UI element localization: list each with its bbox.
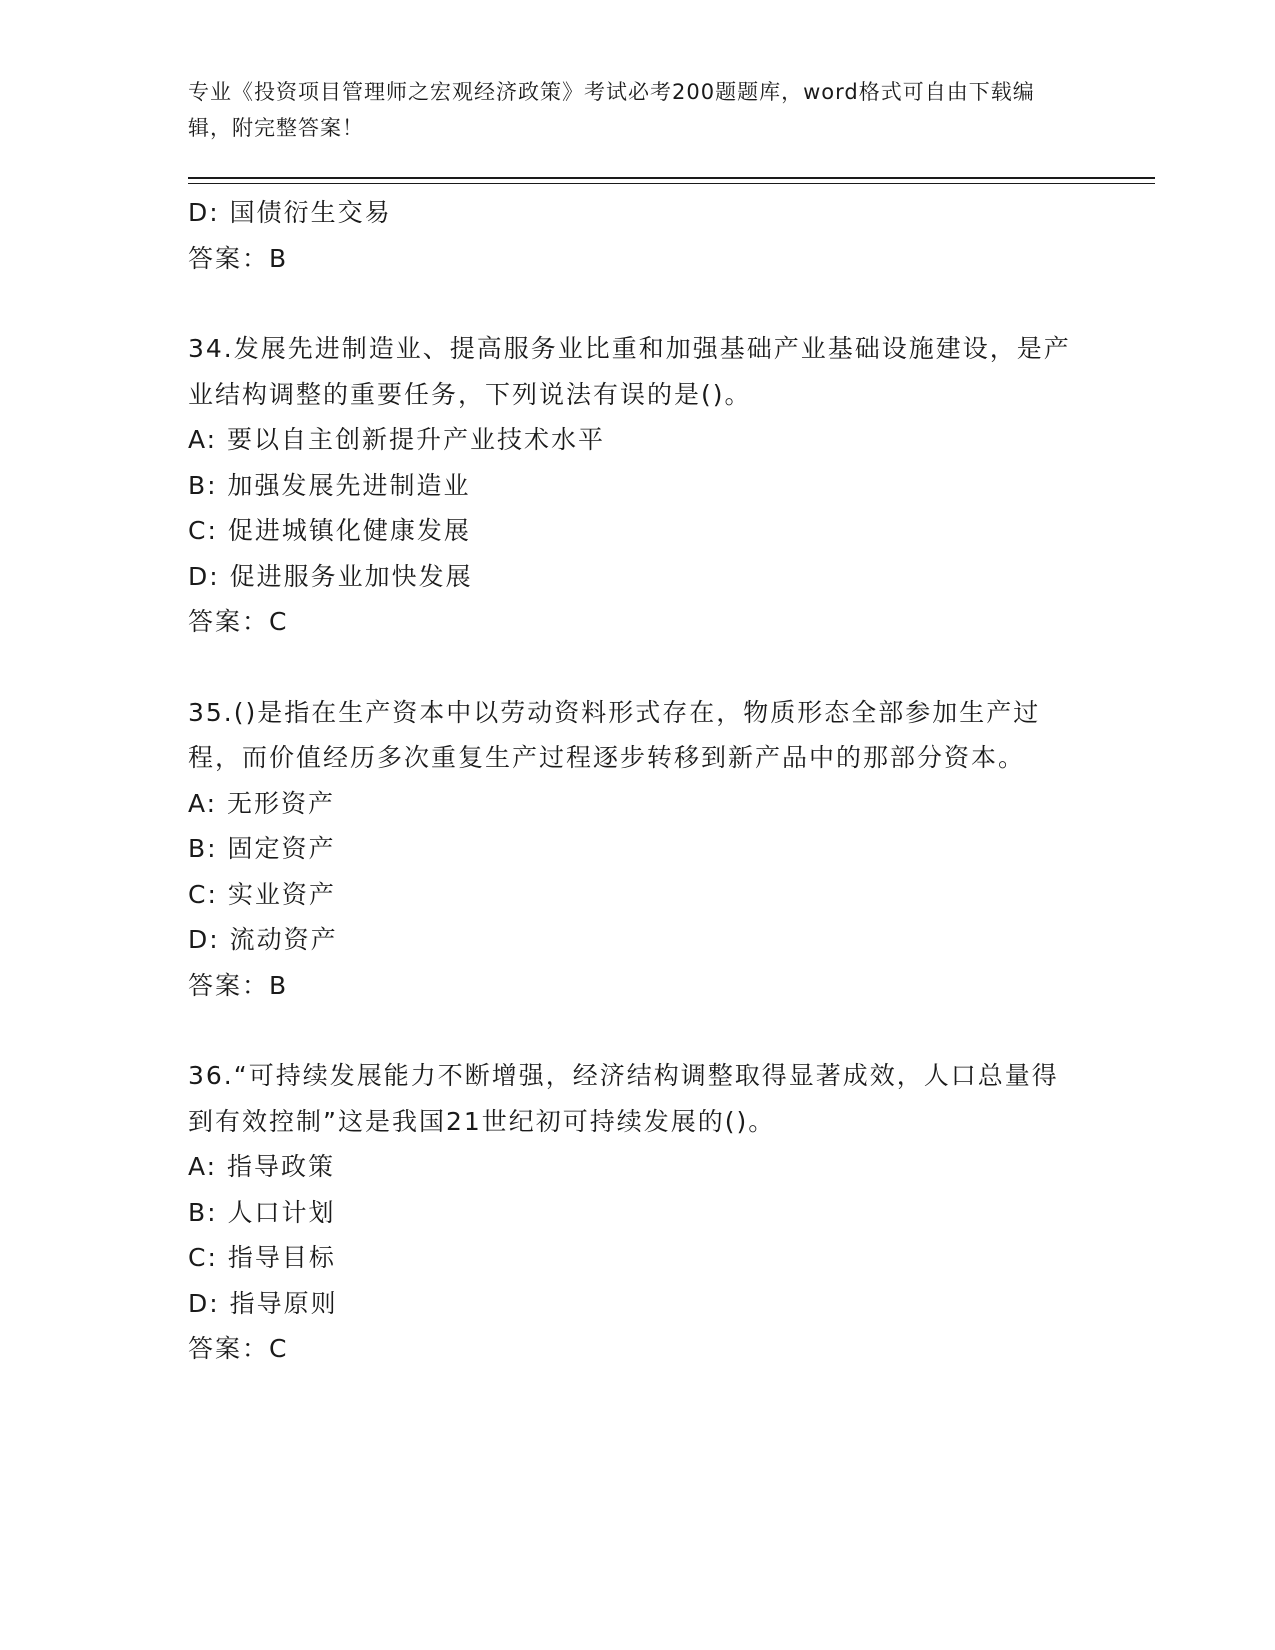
question-34 [188,326,1078,645]
prev-option-d: D: 国债衍生交易 [188,198,392,227]
option-b: B: 人口计划 [188,1197,336,1227]
header-rule-thin [188,183,1155,184]
document-body [188,190,1078,1372]
option-a: A: 要以自主创新提升产业技术水平 [188,425,606,454]
option-d: D: 指导原则 [188,1288,338,1318]
answer: 答案：C [188,607,289,636]
question-text: 35.()是指在生产资本中以劳动资料形式存在，物质形态全部参加生产过程，而价值经历多次重复生产过程逐步转移到新产品中的那部分资本。 [188,697,1041,772]
option-a: A: 指导政策 [188,1152,336,1181]
page-header: 专业《投资项目管理师之宏观经济政策》考试必考200题题库，word格式可自由下载编辑，附完整答案！ [188,80,1035,140]
option-d: D: 促进服务业加快发展 [188,561,473,591]
option-b: B: 加强发展先进制造业 [188,470,471,500]
option-c: C: 实业资产 [188,879,336,909]
option-c: C: 促进城镇化健康发展 [188,516,471,545]
option-b: B: 固定资产 [188,834,336,863]
question-35 [188,690,1078,1009]
question-text: 34.发展先进制造业、提高服务业比重和加强基础产业基础设施建设，是产业结构调整的重要任务，下列说法有误的是()。 [188,334,1071,409]
prev-answer: 答案：B [188,243,289,273]
option-d: D: 流动资产 [188,925,338,954]
question-36 [188,1053,1078,1372]
header-rule-thick [188,177,1155,179]
option-c: C: 指导目标 [188,1243,336,1272]
answer: 答案：C [188,1334,289,1363]
option-a: A: 无形资产 [188,788,336,818]
question-text: 36.“可持续发展能力不断增强，经济结构调整取得显著成效，人口总量得到有效控制”这是我国21世纪初可持续发展的()。 [188,1061,1059,1136]
answer: 答案：B [188,970,289,1000]
